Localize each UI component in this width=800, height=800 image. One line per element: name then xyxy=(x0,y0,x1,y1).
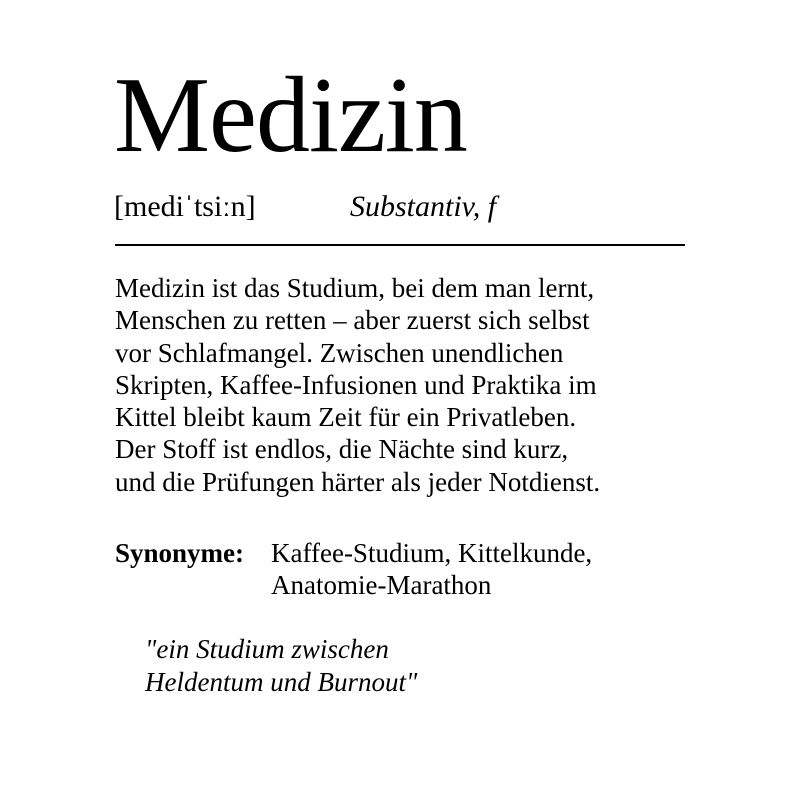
divider-line xyxy=(115,244,685,246)
quote-line: Heldentum und Burnout" xyxy=(145,667,418,697)
definition-line: Menschen zu retten – aber zuerst sich selbst xyxy=(115,305,590,336)
definition-text xyxy=(115,272,715,498)
definition-line: Kittel bleibt kaum Zeit für ein Privatleben. xyxy=(115,402,577,433)
synonyms-line: Kaffee-Studium, Kittelkunde, xyxy=(271,538,593,568)
synonyms-line: Anatomie-Marathon xyxy=(271,570,492,600)
example-quote xyxy=(145,633,417,699)
definition-line: Skripten, Kaffee-Infusionen und Praktika im xyxy=(115,369,597,400)
definition-line: und die Prüfungen härter als jeder Notdienst. xyxy=(115,466,601,497)
part-of-speech: Substantiv, f xyxy=(350,190,497,223)
pronunciation: [mediˈtsiːn] xyxy=(114,190,256,223)
definition-line: Medizin ist das Studium, bei dem man lernt, xyxy=(115,273,595,303)
synonyms-list xyxy=(271,537,592,601)
quote-line: "ein Studium zwischen xyxy=(145,634,389,664)
synonyms-label: Synonyme: xyxy=(115,538,245,568)
definition-line: Der Stoff ist endlos, die Nächte sind kurz, xyxy=(115,434,569,465)
headword: Medizin xyxy=(114,56,467,175)
definition-line: vor Schlafmangel. Zwischen unendlichen xyxy=(115,337,564,368)
